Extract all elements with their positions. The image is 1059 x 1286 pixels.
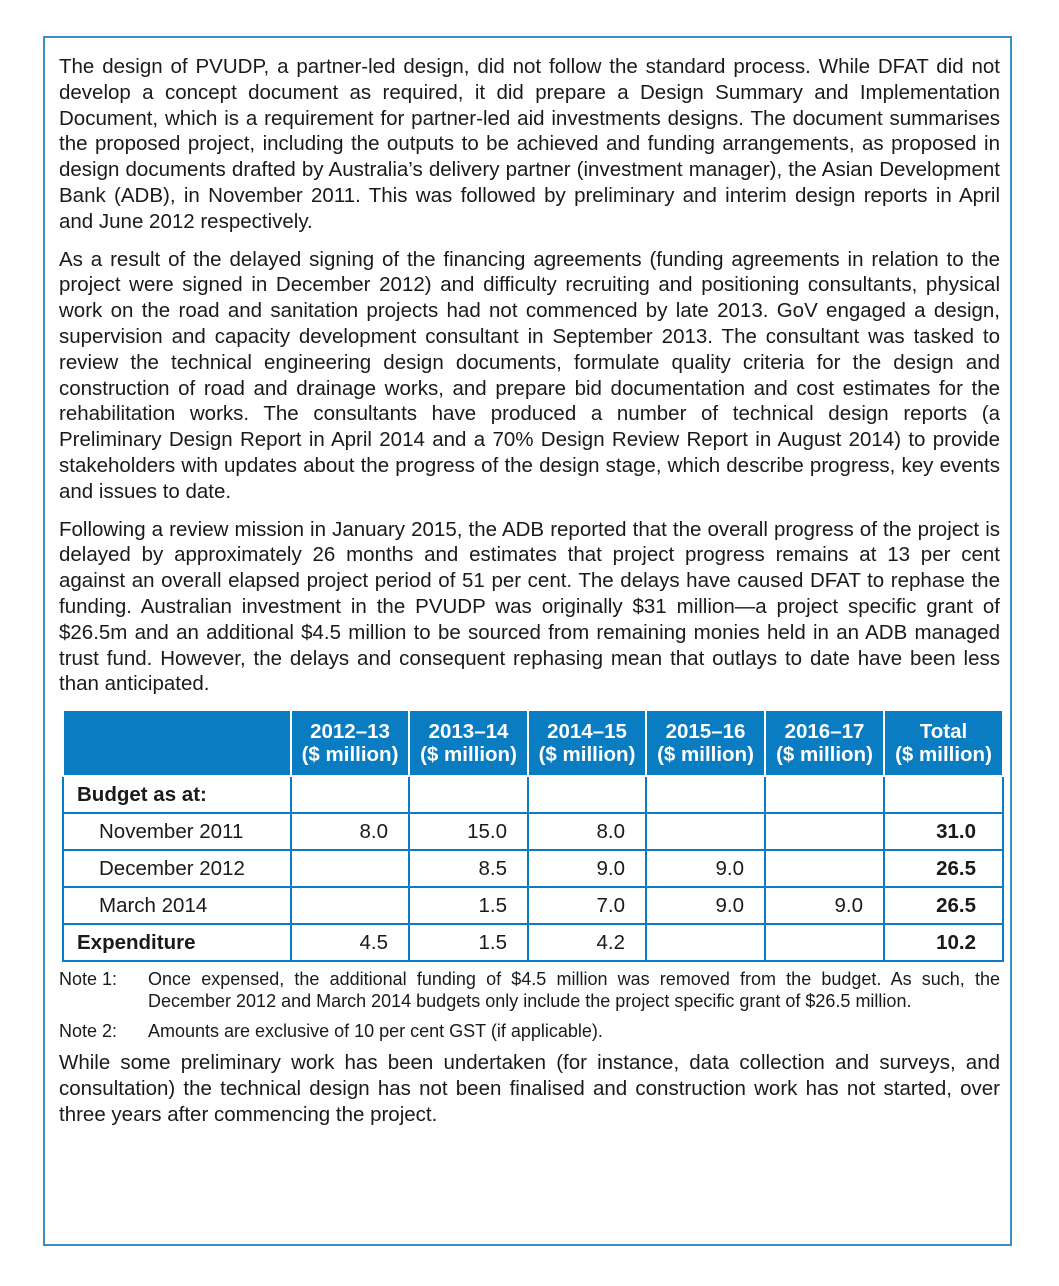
row-label: November 2011	[63, 813, 291, 850]
table-row-section	[63, 776, 1003, 813]
table-cell: 9.0	[765, 887, 884, 924]
budget-table	[62, 709, 1004, 962]
box-content	[59, 54, 1000, 1140]
header-total: Total ($ million)	[884, 710, 1003, 776]
table-cell: 1.5	[409, 887, 528, 924]
table-cell: 4.2	[528, 924, 646, 961]
row-total: 26.5	[884, 850, 1003, 887]
table-row	[63, 813, 1003, 850]
row-total: 26.5	[884, 887, 1003, 924]
section-label: Budget as at:	[63, 776, 291, 813]
note-label: Note 2:	[59, 1021, 118, 1042]
table-row-expenditure	[63, 924, 1003, 961]
note-label: Note 1:	[59, 969, 118, 990]
table-cell	[646, 924, 765, 961]
table-header-row	[63, 710, 1003, 776]
header-2013-14: 2013–14 ($ million)	[409, 710, 528, 776]
note-2	[59, 1020, 1000, 1042]
text-box	[43, 36, 1012, 1246]
row-label: December 2012	[63, 850, 291, 887]
table-cell: 9.0	[528, 850, 646, 887]
expenditure-total: 10.2	[884, 924, 1003, 961]
table-cell: 9.0	[646, 887, 765, 924]
header-2015-16: 2015–16 ($ million)	[646, 710, 765, 776]
table-cell: 7.0	[528, 887, 646, 924]
table-cell	[646, 813, 765, 850]
table-cell	[765, 850, 884, 887]
table-cell: 8.5	[409, 850, 528, 887]
table-cell	[765, 813, 884, 850]
table-cell: 4.5	[291, 924, 409, 961]
header-empty-cell	[63, 710, 291, 776]
table-cell: 8.0	[291, 813, 409, 850]
note-text: Once expensed, the additional funding of $4.5 million was removed from the budget. As such, the December 2012 and March 2014 budgets only include the project specific grant of $26.5 million.	[148, 969, 1000, 1012]
table-cell: 15.0	[409, 813, 528, 850]
table-cell: 9.0	[646, 850, 765, 887]
note-text: Amounts are exclusive of 10 per cent GST (if applicable).	[148, 1021, 603, 1042]
expenditure-label: Expenditure	[63, 924, 291, 961]
header-2014-15: 2014–15 ($ million)	[528, 710, 646, 776]
paragraph-delays: As a result of the delayed signing of the financing agreements (funding agreements in relation to the project were signed in December 2012) and difficulty recruiting and positioning consultants, physical work on the road and sanitation projects had not commenced by late 2013. GoV engaged a design, supervision and capacity development consultant in September 2013. The consultant was tasked to review the technical engineering design documents, formulate quality criteria for the design and construction of road and drainage works, and prepare bid documentation and cost estimates for the rehabilitation works. The consultants have produced a number of technical design reports (a Preliminary Design Report in April 2014 and a 70% Design Review Report in August 2014) to provide stakeholders with updates about the progress of the design stage, which describe progress, key events and issues to date.	[59, 247, 1000, 503]
row-total: 31.0	[884, 813, 1003, 850]
table-cell	[291, 887, 409, 924]
table-notes	[59, 968, 1000, 1042]
header-2016-17: 2016–17 ($ million)	[765, 710, 884, 776]
paragraph-review: Following a review mission in January 2015, the ADB reported that the overall progress of the project is delayed by approximately 26 months and estimates that project progress remains at 13 per cent against an overall elapsed project period of 51 per cent. The delays have caused DFAT to rephase the funding. Australian investment in the PVUDP was originally $31 million—a project specific grant of $26.5m and an additional $4.5 million to be sourced from remaining monies held in an ADB managed trust fund. However, the delays and consequent rephasing mean that outlays to date have been less than anticipated.	[59, 517, 1000, 696]
row-label: March 2014	[63, 887, 291, 924]
table-cell	[765, 924, 884, 961]
table-row	[63, 850, 1003, 887]
header-2012-13: 2012–13 ($ million)	[291, 710, 409, 776]
table-row	[63, 887, 1003, 924]
table-cell	[291, 850, 409, 887]
paragraph-closing: While some preliminary work has been undertaken (for instance, data collection and surveys, and consultation) the technical design has not been finalised and construction work has not started, over three years after commencing the project.	[59, 1051, 1000, 1126]
note-1	[59, 968, 1000, 1012]
table-cell: 1.5	[409, 924, 528, 961]
table-cell: 8.0	[528, 813, 646, 850]
paragraph-design: The design of PVUDP, a partner-led design, did not follow the standard process. While DFAT did not develop a concept document as required, it did prepare a Design Summary and Implementation Document, which is a requirement for partner-led aid investments designs. The document summarises the proposed project, including the outputs to be achieved and funding arrangements, as proposed in design documents drafted by Australia’s delivery partner (investment manager), the Asian Development Bank (ADB), in November 2011. This was followed by preliminary and interim design reports in April and June 2012 respectively.	[59, 55, 1000, 233]
